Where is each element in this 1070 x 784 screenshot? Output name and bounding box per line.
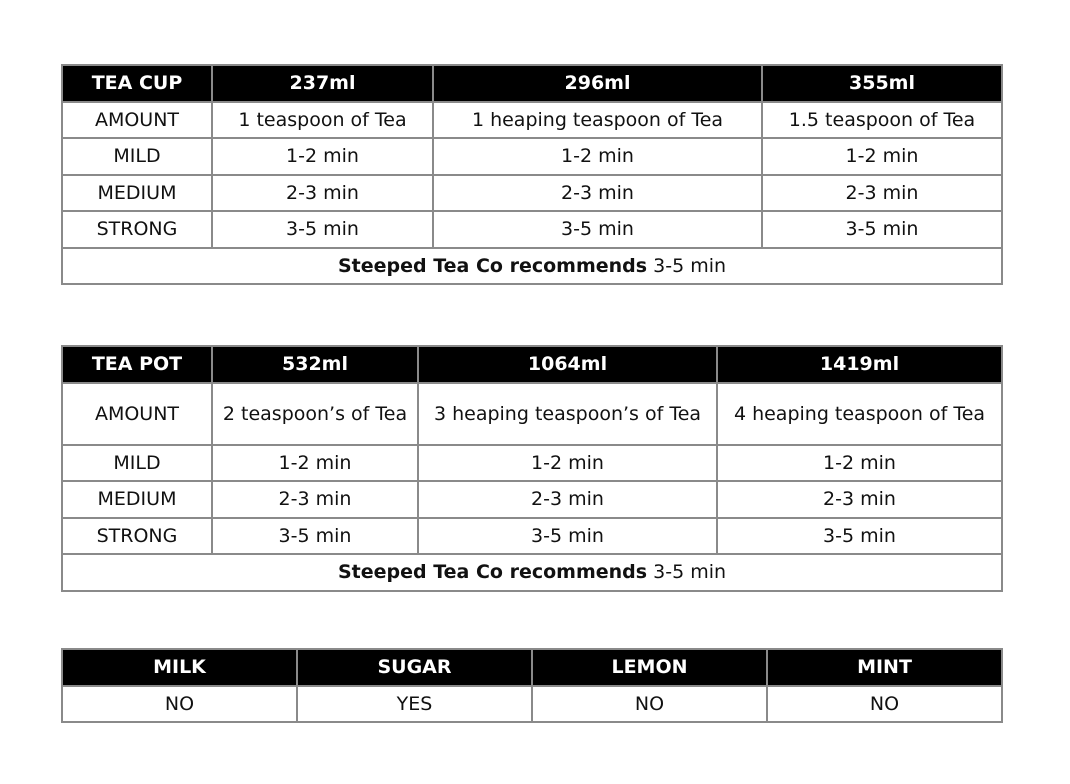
header-cell: 532ml: [212, 346, 418, 383]
table-cell: 1-2 min: [762, 138, 1002, 175]
milk-value: NO: [62, 686, 297, 723]
table-row: [62, 211, 1002, 248]
header-cell: 237ml: [212, 65, 433, 102]
table-cell: 1.5 teaspoon of Tea: [762, 102, 1002, 139]
table-row: [62, 518, 1002, 555]
header-cell: 296ml: [433, 65, 762, 102]
header-cell: 1064ml: [418, 346, 717, 383]
table-cell: 1-2 min: [418, 445, 717, 482]
table-cell: 1-2 min: [433, 138, 762, 175]
tea-pot-table: [61, 345, 1003, 592]
table-header-row: [62, 65, 1002, 102]
header-cell: 1419ml: [717, 346, 1002, 383]
table-header-row: [62, 346, 1002, 383]
table-cell: 3-5 min: [433, 211, 762, 248]
recommendation-row: [62, 248, 1002, 285]
recommendation-cell: [62, 248, 1002, 285]
mint-value: NO: [767, 686, 1002, 723]
header-cell: TEA CUP: [62, 65, 212, 102]
table-row: [62, 481, 1002, 518]
header-cell: TEA POT: [62, 346, 212, 383]
row-label: STRONG: [62, 211, 212, 248]
row-label: AMOUNT: [62, 383, 212, 445]
table-cell: 3-5 min: [418, 518, 717, 555]
table-cell: 2-3 min: [717, 481, 1002, 518]
tea-cup-table: [61, 64, 1003, 285]
header-cell: 355ml: [762, 65, 1002, 102]
row-label: MEDIUM: [62, 175, 212, 212]
sugar-value: YES: [297, 686, 532, 723]
recommendation-label: Steeped Tea Co recommends: [337, 561, 648, 584]
header-cell-lemon: LEMON: [532, 649, 767, 686]
recommendation-cell: [62, 554, 1002, 591]
table-row: [62, 175, 1002, 212]
row-label: STRONG: [62, 518, 212, 555]
table-row: [62, 686, 1002, 723]
table-cell: 3-5 min: [212, 518, 418, 555]
row-label: MEDIUM: [62, 481, 212, 518]
table-cell: 2-3 min: [418, 481, 717, 518]
row-label: MILD: [62, 138, 212, 175]
table-cell: 3-5 min: [212, 211, 433, 248]
table-cell: 2-3 min: [762, 175, 1002, 212]
header-cell-sugar: SUGAR: [297, 649, 532, 686]
recommendation-row: [62, 554, 1002, 591]
table-cell: 3-5 min: [762, 211, 1002, 248]
row-label: AMOUNT: [62, 102, 212, 139]
recommendation-value: 3-5 min: [653, 254, 727, 277]
table-cell: 3 heaping teaspoon’s of Tea: [418, 383, 717, 445]
header-cell-milk: MILK: [62, 649, 297, 686]
table-cell: 2-3 min: [212, 481, 418, 518]
table-cell: 2 teaspoon’s of Tea: [212, 383, 418, 445]
table-header-row: [62, 649, 1002, 686]
recommendation-label: Steeped Tea Co recommends: [337, 254, 648, 277]
table-cell: 3-5 min: [717, 518, 1002, 555]
table-cell: 1 teaspoon of Tea: [212, 102, 433, 139]
table-cell: 1 heaping teaspoon of Tea: [433, 102, 762, 139]
header-cell-mint: MINT: [767, 649, 1002, 686]
recommendation-value: 3-5 min: [653, 561, 727, 584]
table-cell: 1-2 min: [212, 138, 433, 175]
table-cell: 4 heaping teaspoon of Tea: [717, 383, 1002, 445]
table-row: [62, 102, 1002, 139]
table-cell: 2-3 min: [433, 175, 762, 212]
table-cell: 1-2 min: [717, 445, 1002, 482]
table-cell: 2-3 min: [212, 175, 433, 212]
table-row: [62, 445, 1002, 482]
lemon-value: NO: [532, 686, 767, 723]
table-row: [62, 383, 1002, 445]
row-label: MILD: [62, 445, 212, 482]
table-row: [62, 138, 1002, 175]
additions-table: [61, 648, 1003, 723]
table-cell: 1-2 min: [212, 445, 418, 482]
